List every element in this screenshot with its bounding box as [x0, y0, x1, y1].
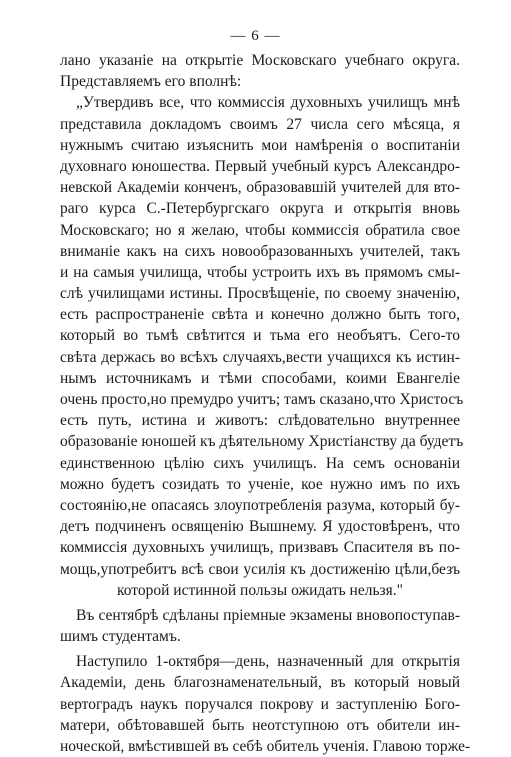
text-line: раго курса С.-Петербургскаго округа и открытія вновь [60, 200, 460, 218]
page-number: — 6 — [230, 28, 281, 44]
text-line: есть распространеніе свѣта и конечно должно быть того, [60, 306, 460, 324]
text-line: духовнаго юношества. Первый учебный курсъ Александро- [60, 157, 460, 175]
text-line: образованіе юношей къ дѣятельному Христіанству да будетъ [60, 433, 464, 451]
text-line: можно будетъ созидать то ученіе, кое нужно имъ по ихъ [60, 475, 460, 493]
text-line: Въ сентябрѣ сдѣланы пріемные экзамены вновопоступав- [76, 606, 460, 624]
text-line: детъ подчиненъ освященію Вышнему. Я удостовѣренъ, что [60, 518, 460, 536]
text-line: Академіи, день благознаменательный, въ который новый [60, 674, 460, 692]
text-line: вертоградъ наукъ поручался покрову и заступленію Бого- [60, 695, 460, 713]
text-line: невской Академіи конченъ, образовавшій учителей для вто- [60, 179, 460, 197]
text-line: которой истинной пользы ожидать нельзя." [117, 581, 403, 599]
text-line: который во тьмѣ свѣтится и тьма его необъятъ. Сего-то [60, 327, 460, 345]
text-line: единственною цѣлію сихъ училищъ. На семъ основаніи [60, 454, 460, 472]
text-line: нужнымъ считаю изъяснить мои намѣренія о воспитаніи [60, 136, 460, 154]
text-line: Московскаго; но я желаю, чтобы коммиссія обратила свое [60, 221, 460, 239]
text-line: Представляемъ его вполнѣ: [60, 73, 242, 91]
body-text [60, 50, 471, 757]
text-line: мощь,употребитъ всѣ свои усилія къ достиженію цѣли,безъ [60, 560, 460, 578]
text-line: слѣ училищами истины. Просвѣщеніе, по своему значенію, [60, 285, 460, 303]
text-line: вниманіе какъ на сихъ новообразованныхъ учителей, такъ [60, 242, 460, 260]
text-line: шимъ студентамъ. [60, 628, 181, 646]
text-line: нымъ источникамъ и тѣми способами, коими Евангеліе [60, 369, 460, 387]
text-line: представила докладомъ своимъ 27 числа сего мѣсяца, я [60, 115, 460, 133]
text-line: и на самыя училища, чтобы устроить ихъ въ прямомъ смы- [60, 263, 460, 281]
text-line: матери, обѣтовавшей быть неотступною отъ обители ин- [60, 716, 460, 734]
text-line: коммиссія духовныхъ училищъ, призвавъ Спасителя въ по- [60, 539, 460, 557]
text-line: „Утвердивъ все, что коммиссія духовныхъ училищъ мнѣ [76, 94, 460, 112]
text-line: состоянію,не опасаясь злоупотребленія разума, который бу- [60, 496, 460, 514]
text-line: свѣта держась во всѣхъ случаяхъ,вести учащихся къ истин- [60, 348, 460, 366]
text-line: лано указаніе на открытіе Московскаго учебнаго округа. [60, 52, 460, 69]
text-line: Наступило 1-октября—день, назначенный для открытія [76, 653, 460, 671]
text-line: ноческой, вмѣстившей въ себѣ обитель ученія. Главою торже- [60, 738, 471, 755]
text-line: есть путь, истина и животъ: слѣдовательно внутреннее [60, 412, 460, 430]
text-line: очень просто,но премудро учитъ; тамъ сказано,что Христосъ [60, 391, 464, 408]
